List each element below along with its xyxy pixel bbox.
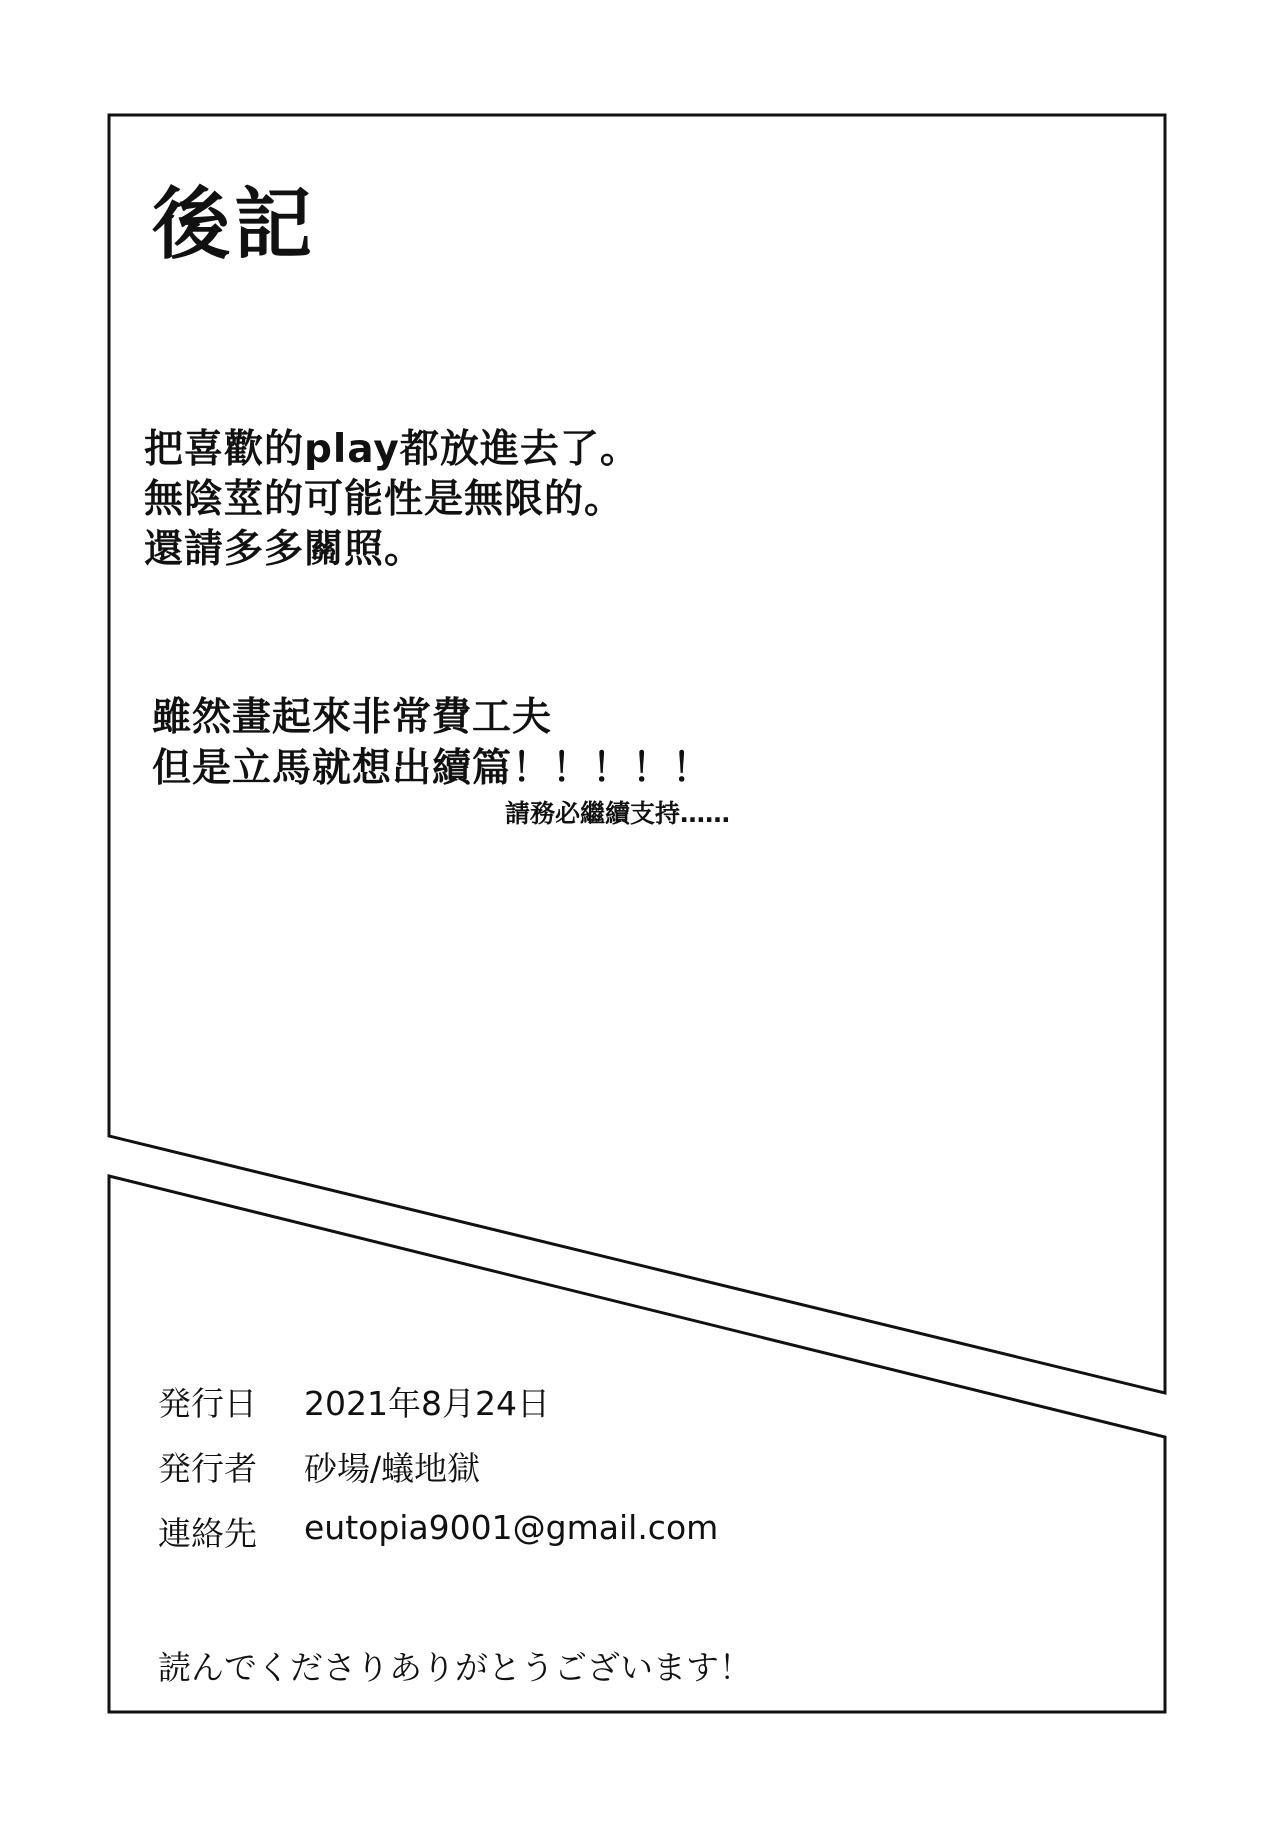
publish-date-value: 2021年8月24日 <box>304 1384 550 1423</box>
publisher-label: 発行者 <box>158 1449 257 1488</box>
publish-date-label: 発行日 <box>158 1384 257 1423</box>
message-line: 把喜歡的play都放進去了。 <box>144 427 640 472</box>
message-line: 雖然畫起來非常費工夫 <box>152 695 553 740</box>
contact-email: eutopia9001@gmail.com <box>304 1508 719 1547</box>
message-line: 但是立馬就想出續篇！！！！！ <box>152 746 713 791</box>
contact-label: 連絡先 <box>158 1514 257 1553</box>
message-line: 還請多多關照。 <box>144 527 425 572</box>
publisher-value: 砂場/蟻地獄 <box>304 1449 481 1488</box>
thanks-message: 読んでくださりありがとうございます！ <box>158 1648 752 1687</box>
page-title: 後記 <box>152 180 317 270</box>
message-line: 無陰莖的可能性是無限的。 <box>144 477 625 522</box>
colophon-panel-border <box>109 1176 1165 1712</box>
support-request: 請務必繼續支持…… <box>505 799 731 828</box>
